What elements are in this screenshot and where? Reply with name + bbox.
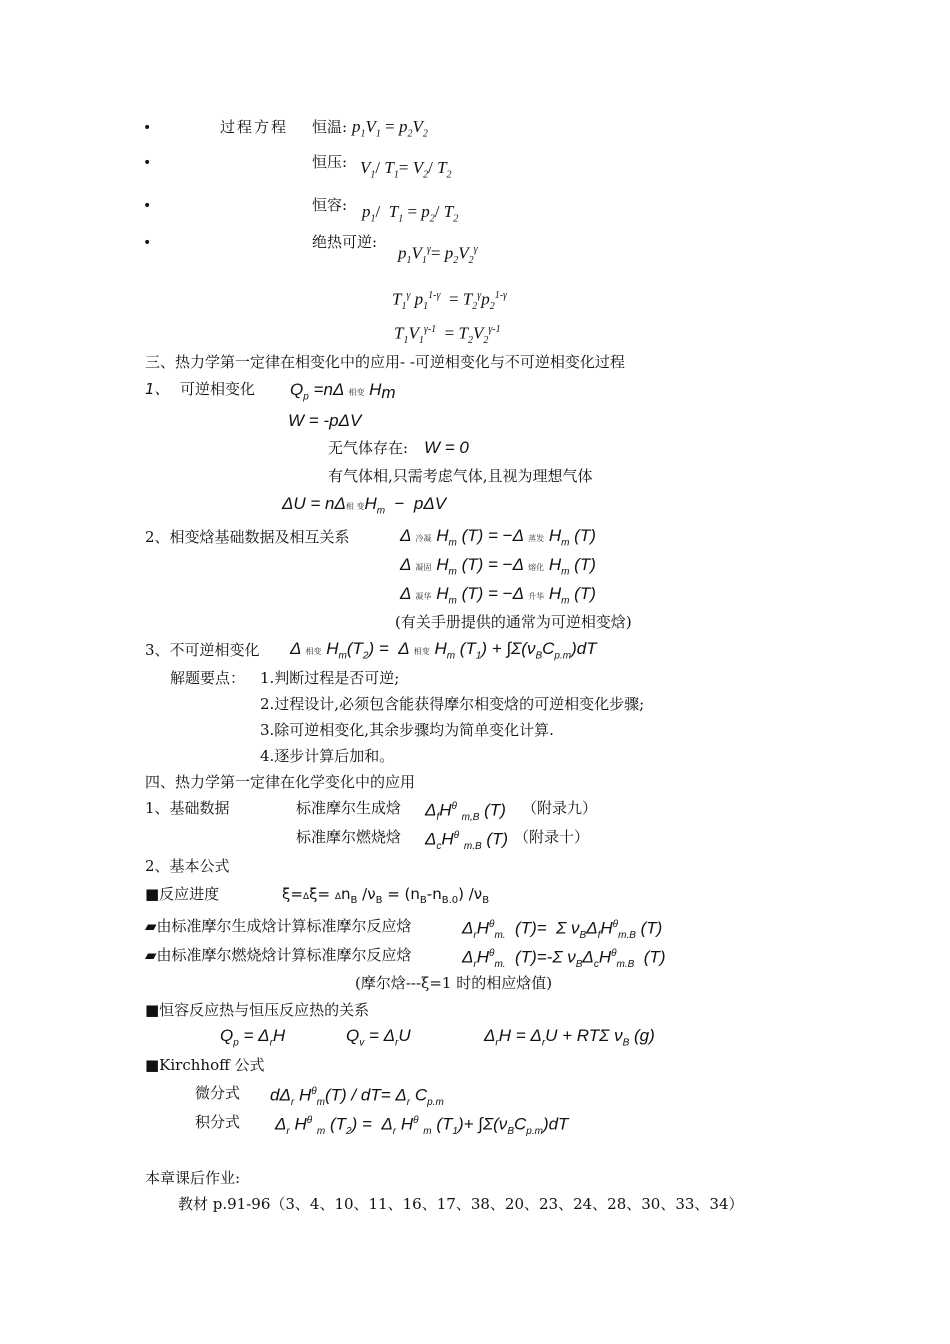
isochoric-label: 恒容:	[312, 196, 348, 214]
qv-delta-u-equation: $Q_v = \Delta_rU$	[346, 1026, 411, 1049]
tip-1: 1.判断过程是否可逆;	[260, 669, 400, 687]
from-formation-equation: $\Delta_rH^\theta_{m.}$ (T)= Σ $\nu_B\Delta_fH^\theta_{m.B}$ (T)	[462, 918, 663, 942]
relation-deposit: Δ 凝华 $H_m$ (T) = −Δ 升华 $H_m$ (T)	[400, 584, 596, 607]
irreversible-equation: Δ 相变 $H_m(T_2) = \Delta$ 相变 $H_m$ $(T_1) + \int\Sigma(\nu_BC_{p.m})dT$	[290, 639, 597, 662]
kirchhoff-label: ■Kirchhoff 公式	[145, 1056, 265, 1074]
homework-title: 本章课后作业:	[145, 1169, 241, 1187]
isothermal-label: 恒温:	[312, 118, 348, 136]
isobaric-equation: $V_1/$ $T_1= V_2/$ $T_2$	[360, 158, 452, 181]
adiabatic-equation-1: $p_1V_1^\gamma= p_2V_2^\gamma$	[398, 243, 478, 267]
section-3-title: 三、热力学第一定律在相变化中的应用- -可逆相变化与不可逆相变化过程	[145, 353, 625, 371]
bullet-3: •	[143, 198, 152, 214]
integral-form-equation: $\Delta_r$ $H^\theta$ $_m$ $(T_2) = \Delta_r$ $H^\theta$ $_m$ $(T_1)+ \int\Sigma(\nu_BC_{p.m})dT$	[275, 1114, 569, 1138]
section-4-title: 四、热力学第一定律在化学变化中的应用	[145, 773, 416, 791]
relation-freeze: Δ 凝固 $H_m$ (T) = −Δ 熔化 $H_m$ (T)	[400, 555, 596, 578]
combustion-label: 标准摩尔燃烧焓	[296, 828, 402, 846]
item-3-label: 3、不可逆相变化	[145, 641, 260, 659]
basic-formula-label: 2、基本公式	[145, 857, 230, 875]
differential-form-equation: $d\Delta_r$ $H^\theta_m(T) / dT= \Delta_r$ $C_{p.m}$	[270, 1085, 444, 1109]
from-combustion-equation: $\Delta_rH^\theta_{m.}$ (T)=-Σ $\nu_B\Delta_cH^\theta_{m.B}$ (T)	[462, 947, 666, 971]
bullet-2: •	[143, 155, 152, 171]
reaction-extent-label: ■反应进度	[145, 885, 220, 903]
no-gas-label: 无气体存在:	[328, 439, 409, 457]
from-combustion-label: ▰由标准摩尔燃烧焓计算标准摩尔反应焓	[145, 946, 412, 964]
formation-label: 标准摩尔生成焓	[296, 799, 402, 817]
isochoric-equation: $p_1/$ $T_1 = p_2/$ $T_2$	[362, 202, 459, 225]
tips-label: 解题要点：	[170, 669, 246, 687]
bullet-4: •	[143, 235, 152, 251]
with-gas-note: 有气体相,只需考虑气体,且视为理想气体	[328, 467, 593, 485]
item-2-label: 2、相变焓基础数据及相互关系	[145, 528, 350, 546]
formation-symbol: $\Delta_fH^\theta$ $_{m,B}$ (T)	[425, 800, 506, 824]
adiabatic-label: 绝热可逆:	[312, 233, 378, 251]
tip-2: 2.过程设计,必须包含能获得摩尔相变焓的可逆相变化步骤;	[260, 695, 645, 713]
tip-3: 3.除可逆相变化,其余步骤均为简单变化计算.	[260, 721, 554, 739]
adiabatic-equation-3: $T_1V_1^{\gamma-1} = T_2V_2^{\gamma-1}$	[394, 323, 501, 347]
work-equation: W = -pΔV	[288, 411, 362, 430]
isobaric-label: 恒压:	[312, 153, 348, 171]
item-1-number: 1、	[145, 380, 170, 398]
integral-form-label: 积分式	[195, 1113, 241, 1131]
tip-4: 4.逐步计算后加和。	[260, 747, 395, 765]
item-1-label: 可逆相变化	[180, 380, 256, 398]
differential-form-label: 微分式	[195, 1084, 241, 1102]
qp-equation: $Q_p =n\Delta$ 相变 $H_m$	[290, 380, 396, 403]
from-formation-label: ▰由标准摩尔生成焓计算标准摩尔反应焓	[145, 917, 412, 935]
combustion-symbol: $\Delta_cH^\theta$ $_{m.B}$ (T)	[425, 829, 509, 853]
isothermal-equation: $p_1V_1 = p_2V_2$	[352, 117, 428, 140]
adiabatic-equation-2: $T_1^\gamma$ $p_1^{1-\gamma} = T_2^\gamma p_2^{1-\gamma}$	[392, 289, 507, 313]
qv-qp-relation-label: ■恒容反应热与恒压反应热的关系	[145, 1001, 370, 1019]
homework-text: 教材 p.91-96（3、4、10、11、16、17、38、20、23、24、28、30、33、34）	[178, 1195, 744, 1213]
qp-delta-h-equation: $Q_p = \Delta_rH$	[220, 1026, 286, 1049]
basic-data-label: 1、基础数据	[145, 799, 230, 817]
internal-energy-equation: ΔU = nΔ相 变$H_m - p\Delta V$	[282, 494, 447, 517]
process-equation-label: 过程方程	[220, 118, 289, 136]
combustion-reference: （附录十）	[514, 828, 590, 846]
no-gas-equation: W = 0	[424, 438, 469, 457]
relation-note: (有关手册提供的通常为可逆相变焓)	[395, 613, 632, 631]
reaction-extent-equation: $\xi=\Delta\xi= \Delta n_B$ $/\nu_B = (n_B-n_{B.0})$ $/\nu_B$	[282, 885, 490, 906]
delta-h-delta-u-relation: $\Delta_rH = \Delta_rU + RT\Sigma$ $\nu_B$ (g)	[484, 1026, 655, 1049]
molar-enthalpy-note: (摩尔焓---ξ=1 时的相应焓值)	[355, 974, 553, 992]
relation-condense: Δ 冷凝 $H_m$ (T) = −Δ 蒸发 $H_m$ (T)	[400, 526, 596, 549]
bullet-1: •	[143, 120, 152, 136]
formation-reference: （附录九）	[522, 799, 598, 817]
